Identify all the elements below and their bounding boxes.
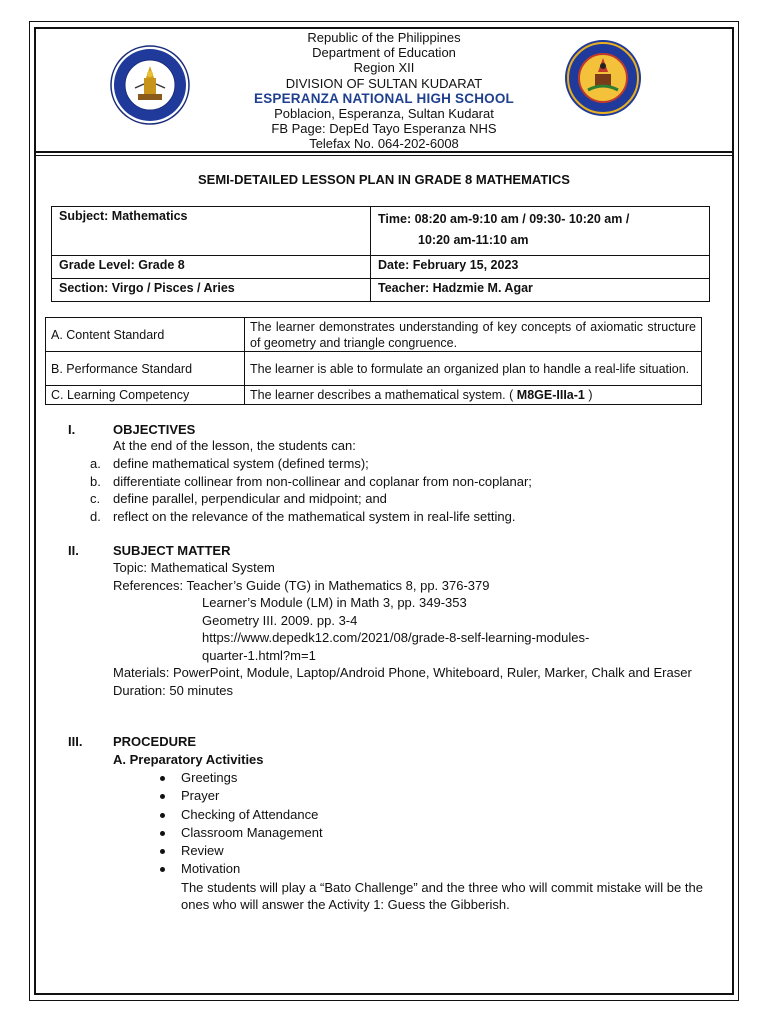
list-item xyxy=(90,473,702,491)
teacher-cell: Teacher: Hadzmie M. Agar xyxy=(371,279,710,302)
materials-line: Materials: PowerPoint, Module, Laptop/Android Phone, Whiteboard, Ruler, Marker, Chalk and Eraser xyxy=(113,665,692,680)
date-cell: Date: February 15, 2023 xyxy=(371,256,710,279)
topic-line: Topic: Mathematical System xyxy=(113,560,275,575)
subject-matter-heading: SUBJECT MATTER xyxy=(113,543,231,558)
bullet xyxy=(160,794,165,799)
learning-competency-text xyxy=(245,386,702,405)
subject-cell: Subject: Mathematics xyxy=(52,207,371,256)
info-row xyxy=(52,207,710,256)
content-standard-text: The learner demonstrates understanding of key concepts of axiomatic structure of geometry and triangle congruence. xyxy=(245,318,702,352)
objective-text: reflect on the relevance of the mathematical system in real-life setting. xyxy=(113,508,516,524)
list-item xyxy=(156,842,703,860)
objectives-heading: OBJECTIVES xyxy=(113,422,196,437)
list-item xyxy=(90,490,702,508)
list-marker: b. xyxy=(90,473,101,489)
reference-item: Teacher’s Guide (TG) in Mathematics 8, pp. 376-379 xyxy=(186,577,490,593)
list-marker: c. xyxy=(90,491,101,506)
standards-row xyxy=(46,386,702,405)
list-marker: d. xyxy=(90,508,101,524)
republic-line: Republic of the Philippines xyxy=(307,30,461,45)
fb-page-line: FB Page: DepEd Tayo Esperanza NHS xyxy=(271,121,497,137)
objective-text: define parallel, perpendicular and midpoint; and xyxy=(113,491,387,506)
objective-text: differentiate collinear from non-collinear and coplanar from non-coplanar; xyxy=(113,473,532,489)
learning-competency-label: C. Learning Competency xyxy=(46,386,245,405)
reference-link-cont[interactable]: quarter-1.html?m=1 xyxy=(202,647,316,663)
standards-row xyxy=(46,318,702,352)
bullet xyxy=(160,849,165,854)
references-label: References: xyxy=(113,577,184,593)
performance-standard-text: The learner is able to formulate an organized plan to handle a real-life situation. xyxy=(245,352,702,386)
list-item xyxy=(156,860,703,878)
objectives-intro: At the end of the lesson, the students can: xyxy=(113,438,356,453)
school-name: ESPERANZA NATIONAL HIGH SCHOOL xyxy=(253,90,514,106)
objectives-numeral: I. xyxy=(68,422,76,437)
telefax-line: Telefax No. 064-202-6008 xyxy=(309,136,459,152)
performance-standard-label: B. Performance Standard xyxy=(46,352,245,386)
standards-row xyxy=(46,352,702,386)
document-title: SEMI-DETAILED LESSON PLAN IN GRADE 8 MATHEMATICS xyxy=(198,172,570,187)
subject-matter-body xyxy=(113,559,703,699)
list-item xyxy=(90,508,702,526)
time-cell xyxy=(371,207,710,256)
reference-line xyxy=(113,577,703,595)
header-divider xyxy=(34,151,734,153)
reference-item: Learner’s Module (LM) in Math 3, pp. 349-353 xyxy=(202,595,467,610)
list-marker: a. xyxy=(90,456,101,471)
list-item xyxy=(90,455,702,473)
reference-item: Geometry III. 2009. pp. 3-4 xyxy=(202,612,358,628)
info-row xyxy=(52,256,710,279)
department-line: Department of Education xyxy=(312,45,456,61)
preparatory-activities-heading: A. Preparatory Activities xyxy=(113,752,264,767)
procedure-heading: PROCEDURE xyxy=(113,734,197,749)
list-item xyxy=(156,806,703,824)
info-row xyxy=(52,279,710,302)
lesson-info-table xyxy=(51,206,710,302)
motivation-description: The students will play a “Bato Challenge” and the three who will commit mistake will be the ones who will answer the Activity 1: Guess the Gibberish. xyxy=(181,879,703,912)
procedure-numeral: III. xyxy=(68,734,83,749)
region-line: Region XII xyxy=(353,60,415,76)
competency-code: M8GE-IIIa-1 xyxy=(516,388,585,402)
list-item xyxy=(156,769,703,787)
content-standard-label: A. Content Standard xyxy=(46,318,245,352)
activity-text: Greetings xyxy=(181,770,238,785)
time-line-2: 10:20 am-11:10 am xyxy=(418,233,529,247)
competency-close: ) xyxy=(588,388,593,402)
objective-text: define mathematical system (defined terms); xyxy=(113,456,369,471)
bullet xyxy=(160,831,165,836)
activity-text: Review xyxy=(181,843,224,859)
duration-line: Duration: 50 minutes xyxy=(113,682,233,698)
bullet xyxy=(160,776,165,781)
list-item xyxy=(156,787,703,805)
activity-text: Motivation xyxy=(181,861,241,877)
reference-link[interactable]: https://www.depedk12.com/2021/08/grade-8-self-learning-modules- xyxy=(202,630,590,645)
bullet xyxy=(160,813,165,818)
activity-text: Prayer xyxy=(181,788,220,804)
address-line: Poblacion, Esperanza, Sultan Kudarat xyxy=(274,106,494,122)
section-cell: Section: Virgo / Pisces / Aries xyxy=(52,279,371,302)
grade-cell: Grade Level: Grade 8 xyxy=(52,256,371,279)
competency-text: The learner describes a mathematical system. ( xyxy=(250,388,514,402)
division-line: DIVISION OF SULTAN KUDARAT xyxy=(285,75,483,91)
activity-text: Checking of Attendance xyxy=(181,806,319,822)
bullet xyxy=(160,867,165,872)
time-line-1: Time: 08:20 am-9:10 am / 09:30- 10:20 am / xyxy=(378,212,630,226)
letterhead xyxy=(180,30,588,152)
activity-text: Classroom Management xyxy=(181,824,323,840)
header-divider-thin xyxy=(34,155,734,156)
list-item xyxy=(156,824,703,842)
preparatory-list xyxy=(156,769,703,913)
standards-table xyxy=(45,317,702,405)
objectives-list xyxy=(90,455,702,525)
subject-matter-numeral: II. xyxy=(68,543,79,558)
